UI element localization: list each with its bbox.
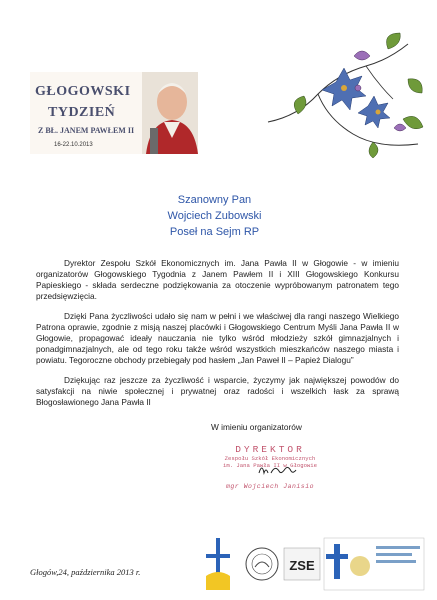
sponsor-logos [200,534,430,594]
stamp-name: mgr Wojciech Janisio [225,483,314,490]
seal-logo [246,548,278,580]
stamp-line1: Zespołu Szkół Ekonomicznych [224,455,316,462]
body-paragraph-3: Dziękując raz jeszcze za życzliwość i wsparcie, życzymy jak największej powodów do satysfakcji na niwie społecznej i prywatnej oraz radości i wszelkich łask za sprawą Błogosławionego Jana Pawła II [36,375,399,407]
stamp-title: DYREKTOR [235,444,305,455]
body-paragraph-2: Dzięki Pana życzliwości udało się nam w pełni i we właściwej dla rangi naszego Wielkiego Patrona oprawie, zgodnie z misją naszej placówki i Głogowskiego Centrum Myśli Jana Pawła II w Głogowie, propagować ideały nauczania nie tylko wśród młodzieży szkół gimnazjalnych i ponadgimnazjalnych, ale od tego roku także wśród wszystkich mieszkańców naszego miasta i powiatu. Tegoroczne obchody przebiegały pod hasłem „Jan Paweł II – Papież Dialogu” [36,311,399,365]
logo-dates: 16-22.10.2013 [54,142,93,148]
stamp-line2: im. Jana Pawła II w Głogowie [223,462,317,469]
floral-ornament [258,24,428,164]
addressee-name: Wojciech Zubowski [167,210,262,222]
letter-body [36,258,399,417]
cross-logo [204,536,232,592]
logo-title-line1: GŁOGOWSKI [35,84,131,99]
footer-date: Głogów,24, października 2013 r. [30,567,141,577]
zse-logo [284,548,320,580]
logo-title-line3: Z BŁ. JANEM PAWŁEM II [38,126,135,135]
pope-photo [142,72,198,154]
logo-title-line2: TYDZIEŃ [48,105,116,120]
addressee-salutation: Szanowny Pan [177,194,252,206]
body-paragraph-1: Dyrektor Zespołu Szkół Ekonomicznych im. Jana Pawła II w Głogowie - w imieniu organizatorów Głogowskiego Tygodnia z Janem Pawłem II i XIII Głogowskiego Konkursu Papieskiego - składa serdeczne podziękowania za otoczenie wypróbowanym patronatem tego przedsięwzięcia. [36,258,399,301]
svg-text:ZSE: ZSE [289,558,315,573]
addressee-title: Poseł na Sejm RP [169,226,260,238]
event-logo [30,72,198,154]
handwritten-signature [255,463,315,477]
contest-logo [324,538,424,590]
closing-line: W imieniu organizatorów [211,422,302,432]
